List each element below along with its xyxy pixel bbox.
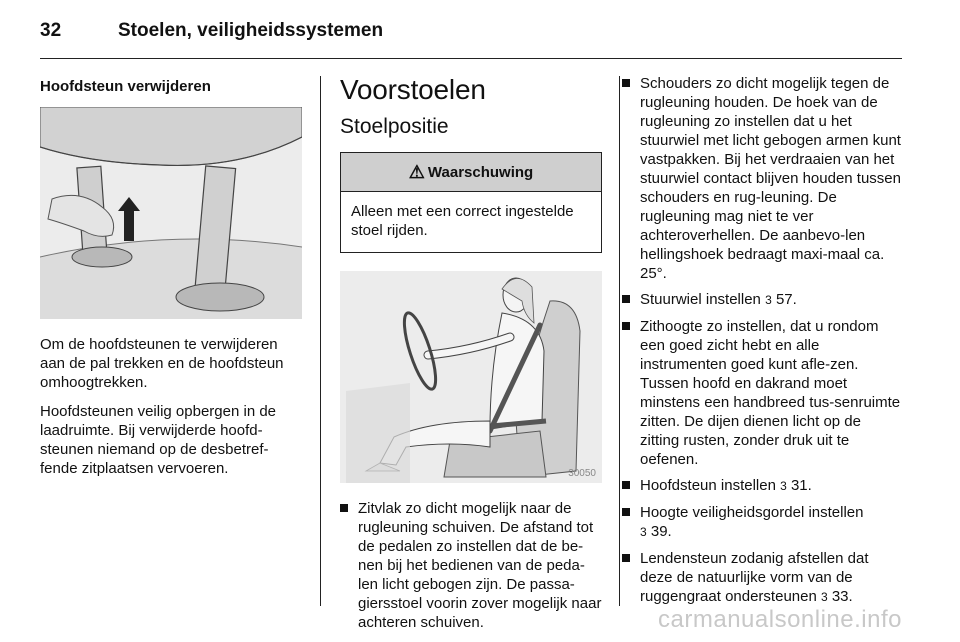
bullet-icon (340, 504, 348, 512)
bullet-icon (622, 295, 630, 303)
list-item (622, 290, 904, 310)
chapter-heading: Voorstoelen (340, 74, 486, 105)
list-item (622, 476, 904, 496)
bullet-list (622, 74, 904, 607)
list-item-text: Hoofdsteun instellen (640, 477, 776, 494)
warning-header (341, 153, 601, 192)
page-ref-link[interactable]: 31. (790, 477, 812, 494)
section-heading: Stoelpositie (340, 115, 449, 138)
page-ref-link[interactable]: 39. (650, 523, 672, 540)
bullet-list (340, 499, 602, 632)
column-divider (320, 76, 321, 606)
watermark: carmanualsonline.info (658, 606, 902, 633)
driver-seating-drawing (340, 271, 602, 483)
bullet-icon (622, 79, 630, 87)
list-item (622, 549, 904, 607)
column-left (40, 74, 302, 488)
headrest-illustration (40, 107, 302, 319)
column-divider (619, 76, 620, 606)
page-ref-link[interactable]: 33. (831, 588, 853, 605)
list-item-text: Hoogte veiligheidsgordel instellen (640, 504, 864, 521)
column-middle (340, 74, 602, 639)
warning-title: Waarschuwing (427, 163, 534, 181)
list-item (622, 317, 904, 469)
list-item-text: Schouders zo dicht mogelijk tegen de rugleuning houden. De hoek van de rugleuning zo instellen dat u het stuurwiel met licht gebogen armen kunt vastpakken. Bij het verdraaien van het stuurwiel contact blijven houden tussen schouders en rug-leuning. De rugleuning mag niet te ver achteroverhellen. De aanbevo-len hellingshoek bedraagt maxi-maal ca. 25°. (640, 75, 901, 282)
warning-triangle-icon: ⚠ (408, 161, 425, 182)
page-number: 32 (40, 20, 62, 41)
bullet-icon (622, 322, 630, 330)
list-item-text: Zitvlak zo dicht mogelijk naar de rugleuning schuiven. De afstand tot de pedalen zo instellen dat de be-nen bij het bedienen van de peda-len licht gebogen zijn. De passa-giersstoel voorin zover mogelijk naar achteren schuiven. (358, 500, 602, 631)
list-item (622, 74, 904, 283)
page-ref-link[interactable]: 57. (775, 291, 797, 308)
paragraph: Hoofdsteunen veilig opbergen in de laadruimte. Bij verwijderde hoofd-steunen niemand op de desbetref-fende zitplaatsen vervoeren. (40, 403, 277, 477)
page-ref-arrow-icon: 3 (640, 525, 647, 539)
section-heading: Hoofdsteun verwijderen (40, 78, 211, 95)
figure-code: 30050 (568, 468, 596, 479)
bullet-icon (622, 554, 630, 562)
list-item-text: Lendensteun zodanig afstellen dat deze de natuurlijke vorm van de ruggengraat ondersteunen (640, 550, 869, 605)
page-title: Stoelen, veiligheidssystemen (118, 20, 384, 41)
headrest-removal-drawing (40, 107, 302, 319)
warning-text: Alleen met een correct ingestelde stoel rijden. (351, 203, 574, 239)
header-divider (40, 58, 902, 59)
page-ref-arrow-icon: 3 (780, 479, 787, 493)
warning-box (340, 152, 602, 253)
list-item-text: Stuurwiel instellen (640, 291, 761, 308)
page-ref-arrow-icon: 3 (765, 293, 772, 307)
page-ref-arrow-icon: 3 (820, 590, 828, 604)
paragraph: Om de hoofdsteunen te verwijderen aan de pal trekken en de hoofdsteun omhoogtrekken. (40, 336, 284, 391)
list-item-text: Zithoogte zo instellen, dat u rondom een goed zicht hebt en alle instrumenten goed kunt afle-zen. Tussen hoofd en dakrand moet minstens een handbreed tus-senruimte zitten. De dijen dienen licht op de zitting rusten, zonder druk uit te oefenen. (640, 318, 901, 468)
list-item (622, 503, 904, 542)
bullet-icon (622, 508, 630, 516)
bullet-icon (622, 481, 630, 489)
list-item (340, 499, 602, 632)
column-right (622, 74, 904, 614)
seat-position-illustration (340, 271, 602, 483)
